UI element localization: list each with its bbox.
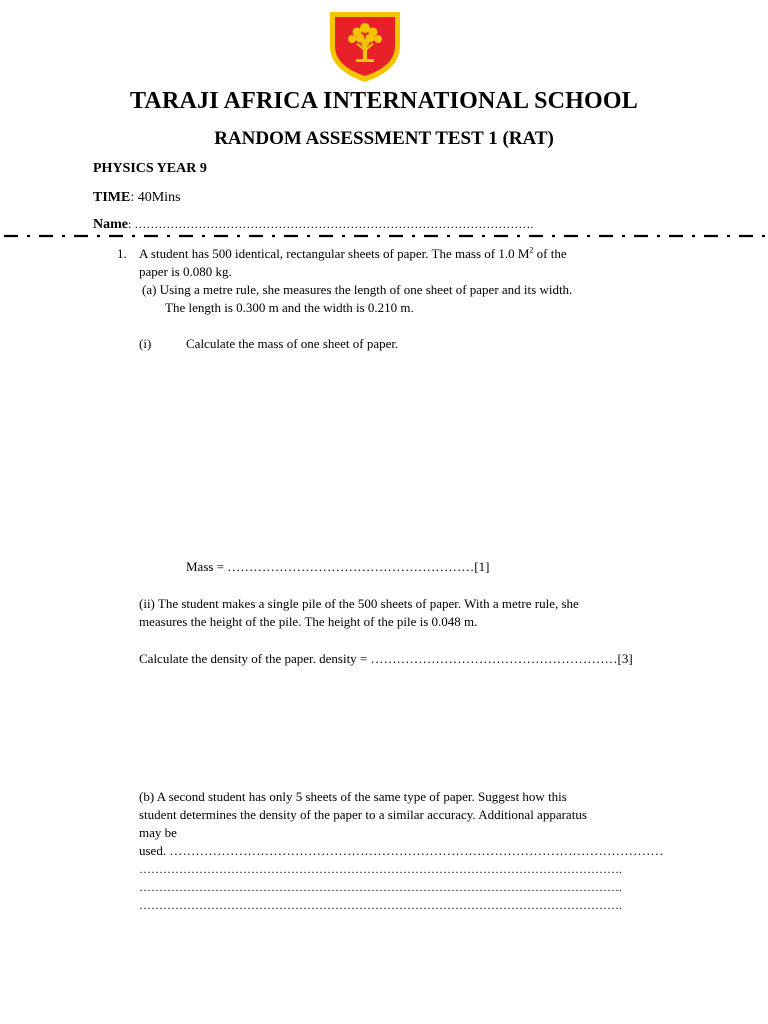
mass-answer-line: Mass = …………………………………………………[1] (186, 559, 490, 574)
part-a-line-2: The length is 0.300 m and the width is 0.210 m. (165, 300, 414, 315)
school-name: TARAJI AFRICA INTERNATIONAL SCHOOL (130, 88, 638, 114)
time-value: : 40Mins (130, 190, 181, 205)
part-ii-line-1: (ii) The student makes a single pile of the 500 sheets of paper. With a metre rule, she (139, 596, 579, 611)
part-b-line-4: used. …………………………………………………………………………………………………… (139, 843, 664, 858)
subject-label: PHYSICS YEAR 9 (93, 161, 207, 176)
time-row (93, 190, 181, 206)
part-i-label: (i) (139, 336, 152, 351)
answer-dots-3: …………………………………………………………………………………………………………. (139, 898, 622, 912)
name-label: Name (93, 217, 128, 232)
question-1-line-1: A student has 500 identical, rectangular sheets of paper. The mass of 1.0 $M^2$ of the (139, 245, 567, 261)
answer-dots-1: …………………………………………………………………………………………………………. (139, 862, 622, 876)
school-crest-logo (326, 8, 404, 84)
answer-dots-2: …………………………………………………………………………………………………………. (139, 880, 622, 894)
question-1-line-2: paper is 0.080 kg. (139, 264, 232, 279)
part-b-line-1: (b) A second student has only 5 sheets of the same type of paper. Suggest how this (139, 789, 567, 804)
question-number: 1. (117, 246, 127, 261)
dash-dot-separator (0, 229, 768, 243)
part-ii-line-2: measures the height of the pile. The height of the pile is 0.048 m. (139, 614, 478, 629)
part-i-text: Calculate the mass of one sheet of paper. (186, 336, 399, 351)
part-a-line-1: (a) Using a metre rule, she measures the length of one sheet of paper and its width. (142, 282, 573, 297)
part-b-line-2: student determines the density of the paper to a similar accuracy. Additional apparatus (139, 807, 587, 822)
part-b-line-3: may be (139, 825, 177, 840)
time-label: TIME (93, 190, 131, 205)
name-field-dots: : ………………………………………………………………………………………. (128, 217, 534, 231)
density-answer-line: Calculate the density of the paper. density = …………………………………………………[3] (139, 651, 633, 666)
test-title: RANDOM ASSESSMENT TEST 1 (RAT) (214, 128, 554, 149)
